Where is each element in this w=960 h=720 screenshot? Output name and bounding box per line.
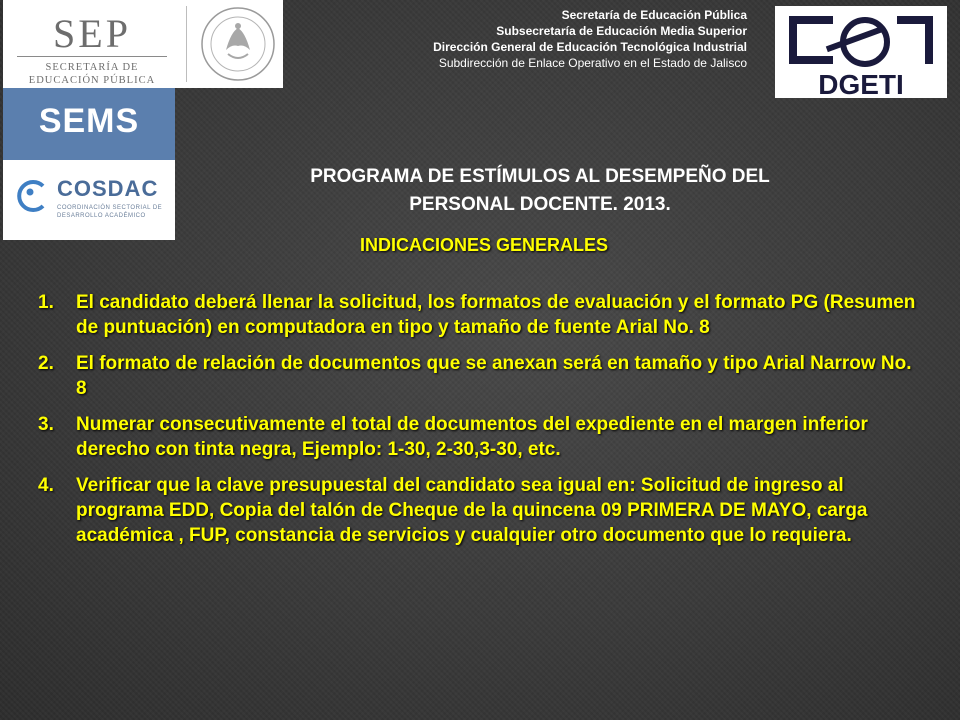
item-text: Numerar consecutivamente el total de documentos del expediente en el margen inferior derecho con tinta negra, Ejemplo: 1-30, 2-30,3-30, etc. [76,414,868,460]
cosdac-logo-name: COSDAC [57,176,159,201]
institution-header [433,7,747,71]
cosdac-logo-sub: COORDINACIÓN SECTORIAL DE DESARROLLO ACADÉMICO [57,205,163,219]
item-number: 3. [38,414,54,435]
item-text: Verificar que la clave presupuestal del candidato sea igual en: Solicitud de ingreso al programa EDD, Copia del talón de Cheque de la quincena 09 PRIMERA DE MAYO, carga académica , FUP, constancia de servicios y cualquier otro documento que lo requiera. [76,475,868,546]
dgeti-logo [775,6,947,98]
instruction-item [38,412,918,462]
sems-logo-text: SEMS [38,102,140,140]
cosdac-logo [3,160,175,240]
item-number: 4. [38,475,54,496]
section-subtitle: INDICACIONES GENERALES [359,235,609,255]
instruction-item [38,473,918,548]
header-line2: Subsecretaría de Educación Media Superior [496,24,747,38]
sep-logo-line2: EDUCACIÓN PÚBLICA [28,75,156,86]
sep-logo-line1: SECRETARÍA DE [45,62,139,73]
item-number: 2. [38,353,54,374]
instruction-item [38,351,918,401]
dgeti-emblem-icon [775,6,947,98]
instruction-item [38,290,918,340]
sep-logo [3,0,283,88]
dgeti-logo-text: DGETI [818,69,904,98]
header-line1: Secretaría de Educación Pública [561,8,747,22]
mexico-seal-icon [198,4,278,84]
sep-logo-main: SEP [53,11,131,56]
instructions-list [38,290,918,559]
header-line3: Dirección General de Educación Tecnológica Industrial [433,40,747,54]
header-line4: Subdirección de Enlace Operativo en el Estado de Jalisco [438,56,747,70]
cosdac-swirl-icon [13,178,49,214]
item-text: El candidato deberá llenar la solicitud, los formatos de evaluación y el formato PG (Resumen de puntuación) en computadora en tipo y tamaño de fuente Arial No. 8 [76,292,916,338]
sems-logo [3,88,175,160]
item-text: El formato de relación de documentos que se anexan será en tamaño y tipo Arial Narrow No. 8 [76,353,912,399]
item-number: 1. [38,292,54,313]
title-line1: PROGRAMA DE ESTÍMULOS AL DESEMPEÑO DEL [310,166,770,187]
title-line2: PERSONAL DOCENTE. 2013. [409,194,671,215]
page-title [230,163,850,219]
